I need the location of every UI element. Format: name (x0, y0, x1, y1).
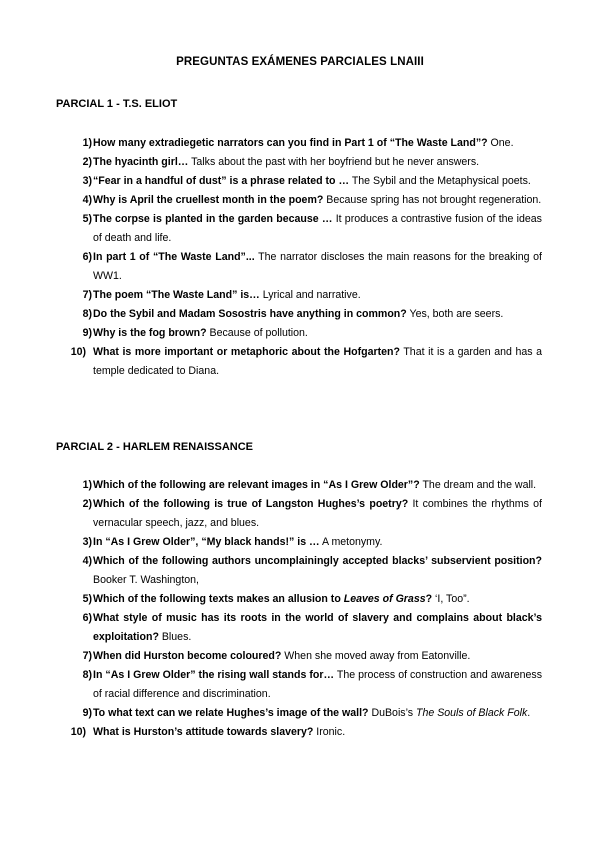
list-item: 6) What style of music has its roots in the world of slavery and complains about black’s exploitation? Blues. (82, 612, 542, 643)
section-heading-parcial-2: PARCIAL 2 - HARLEM RENAISSANCE (56, 441, 253, 453)
list-item: 8) In “As I Grew Older” the rising wall stands for… The process of construction and awareness of racial difference and discrimination. (82, 669, 542, 700)
document-title: PREGUNTAS EXÁMENES PARCIALES LNAIII (176, 56, 424, 68)
list-item: 4) Why is April the cruellest month in the poem? Because spring has not brought regeneration. (82, 194, 542, 206)
list-item: 1) Which of the following are relevant images in “As I Grew Older”? The dream and the wall. (82, 479, 537, 491)
list-item: 5) The corpse is planted in the garden because … It produces a contrastive fusion of the ideas of death and life. (82, 213, 542, 244)
list-item: 10) What is Hurston’s attitude towards slavery? Ironic. (70, 726, 346, 738)
list-item: 9) Why is the fog brown? Because of pollution. (82, 327, 308, 339)
list-item: 3) “Fear in a handful of dust” is a phrase related to … The Sybil and the Metaphysical poets. (82, 175, 531, 187)
section-heading-parcial-1: PARCIAL 1 - T.S. ELIOT (56, 98, 178, 110)
list-item: 1) How many extradiegetic narrators can you find in Part 1 of “The Waste Land”? One. (82, 137, 514, 149)
list-item: 4) Which of the following authors uncomplainingly accepted blacks’ subservient position? Booker T. Washington, (82, 555, 542, 586)
list-item: 5) Which of the following texts makes an allusion to Leaves of Grass? ‘I, Too”. (82, 593, 470, 605)
list-item: 8) Do the Sybil and Madam Sosostris have anything in common? Yes, both are seers. (82, 308, 504, 320)
list-item: 2) The hyacinth girl… Talks about the past with her boyfriend but he never answers. (82, 156, 480, 168)
list-item: 3) In “As I Grew Older”, “My black hands!” is … A metonymy. (82, 536, 383, 548)
question-list-parcial-1 (56, 134, 542, 381)
list-item: 6) In part 1 of “The Waste Land”... The narrator discloses the main reasons for the breaking of WW1. (82, 251, 542, 282)
list-item: 2) Which of the following is true of Langston Hughes’s poetry? It combines the rhythms of vernacular speech, jazz, and blues. (82, 498, 542, 529)
list-item: 7) The poem “The Waste Land” is… Lyrical and narrative. (82, 289, 361, 301)
list-item: 9) To what text can we relate Hughes’s image of the wall? DuBois’s The Souls of Black Folk. (82, 707, 531, 719)
list-item: 7) When did Hurston become coloured? When she moved away from Eatonville. (82, 650, 471, 662)
question-list-parcial-2 (56, 476, 542, 742)
list-item: 10) What is more important or metaphoric about the Hofgarten? That it is a garden and has a temple dedicated to Diana. (70, 346, 542, 377)
